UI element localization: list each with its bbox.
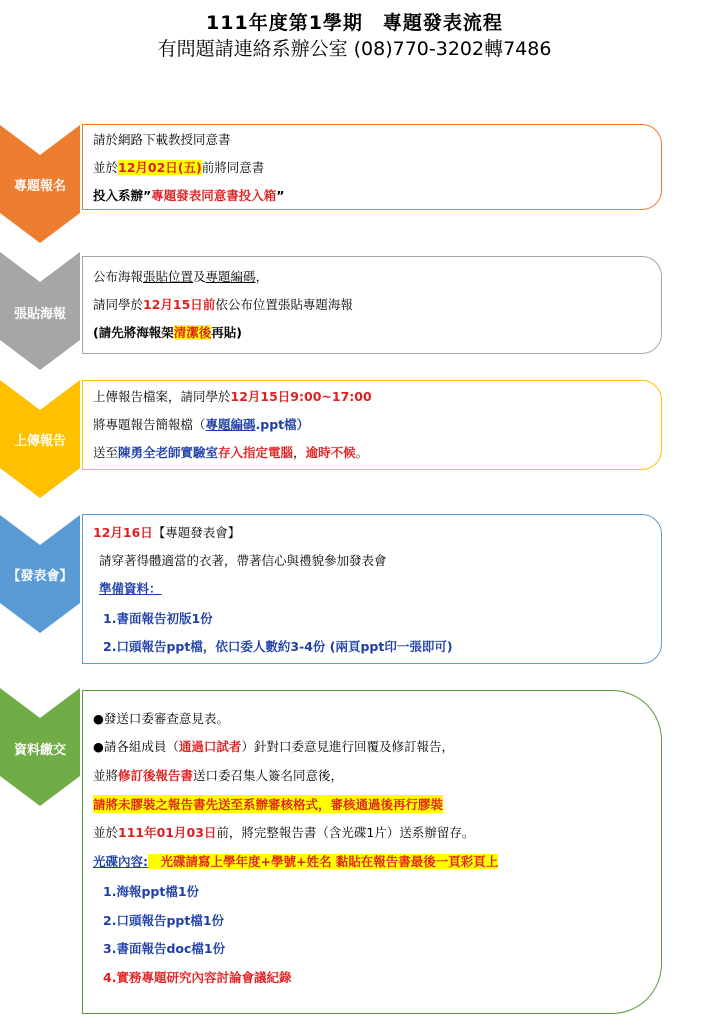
step-box-5: [82, 690, 662, 1014]
step-box-2: [82, 256, 662, 354]
step-label-3: 上傳報告: [13, 434, 66, 449]
step-label-2: 張貼海報: [13, 307, 66, 322]
step-box-1: [82, 124, 662, 210]
step1-line2: 並於12月02日(五)前將同意書: [93, 160, 265, 175]
step2-line1: 公布海報張貼位置及專題編碼，: [93, 269, 269, 284]
step5-line8: 2.口頭報告ppt檔1份: [103, 913, 225, 928]
step4-line1: 12月16日【專題發表會】: [93, 525, 241, 540]
step5-line6: 光碟內容: 光碟請寫上學年度+學號+姓名 黏貼在報告書最後一頁彩頁上: [93, 854, 499, 869]
step4-line2: 請穿著得體適當的衣著，帶著信心與禮貌參加發表會: [99, 553, 387, 568]
step3-line2: 將專題報告簡報檔（專題編碼.ppt檔）: [93, 417, 310, 432]
step3-line3: 送至陳勇全老師實驗室存入指定電腦，逾時不候。: [93, 445, 369, 460]
step1-line1: 請於網路下載教授同意書: [93, 132, 231, 147]
step2-line2: 請同學於12月15日前依公布位置張貼專題海報: [93, 297, 353, 312]
step4-line4: 1.書面報告初版1份: [103, 611, 213, 626]
step-box-3: [82, 380, 662, 470]
step3-line1: 上傳報告檔案，請同學於12月15日9:00~17:00: [93, 389, 372, 404]
step-label-1: 專題報名: [13, 179, 66, 194]
step4-line3: 準備資料：: [99, 581, 162, 596]
step2-line3: (請先將海報架清潔後再貼): [93, 325, 242, 340]
step5-line5: 並於111年01月03日前，將完整報告書（含光碟1片）送系辦留存。: [93, 825, 475, 840]
step-box-4: [82, 514, 662, 664]
step5-line2: ●請各組成員（通過口試者）針對口委意見進行回覆及修訂報告，: [93, 739, 454, 754]
page-title: 111年度第1學期 專題發表流程: [206, 12, 503, 34]
step5-line3: 並將修訂後報告書送口委召集人簽名同意後，: [93, 768, 344, 783]
step5-line7: 1.海報ppt檔1份: [103, 884, 200, 899]
step1-line3: 投入系辦”專題發表同意書投入箱”: [93, 188, 285, 203]
step-label-5: 資料繳交: [13, 743, 66, 758]
step4-line5: 2.口頭報告ppt檔，依口委人數約3-4份 (兩頁ppt印一張即可): [103, 639, 453, 654]
step-label-4: 【發表會】: [7, 569, 73, 584]
step5-line1: ●發送口委審查意見表。: [93, 711, 229, 726]
step5-line9: 3.書面報告doc檔1份: [103, 941, 226, 956]
contact-subtitle: 有問題請連絡系辦公室 (08)770-3202轉7486: [157, 38, 552, 60]
step5-line4: 請將未膠裝之報告書先送至系辦審核格式，審核通過後再行膠裝: [93, 797, 444, 812]
step5-line10: 4.實務專題研究內容討論會議紀錄: [103, 970, 292, 985]
